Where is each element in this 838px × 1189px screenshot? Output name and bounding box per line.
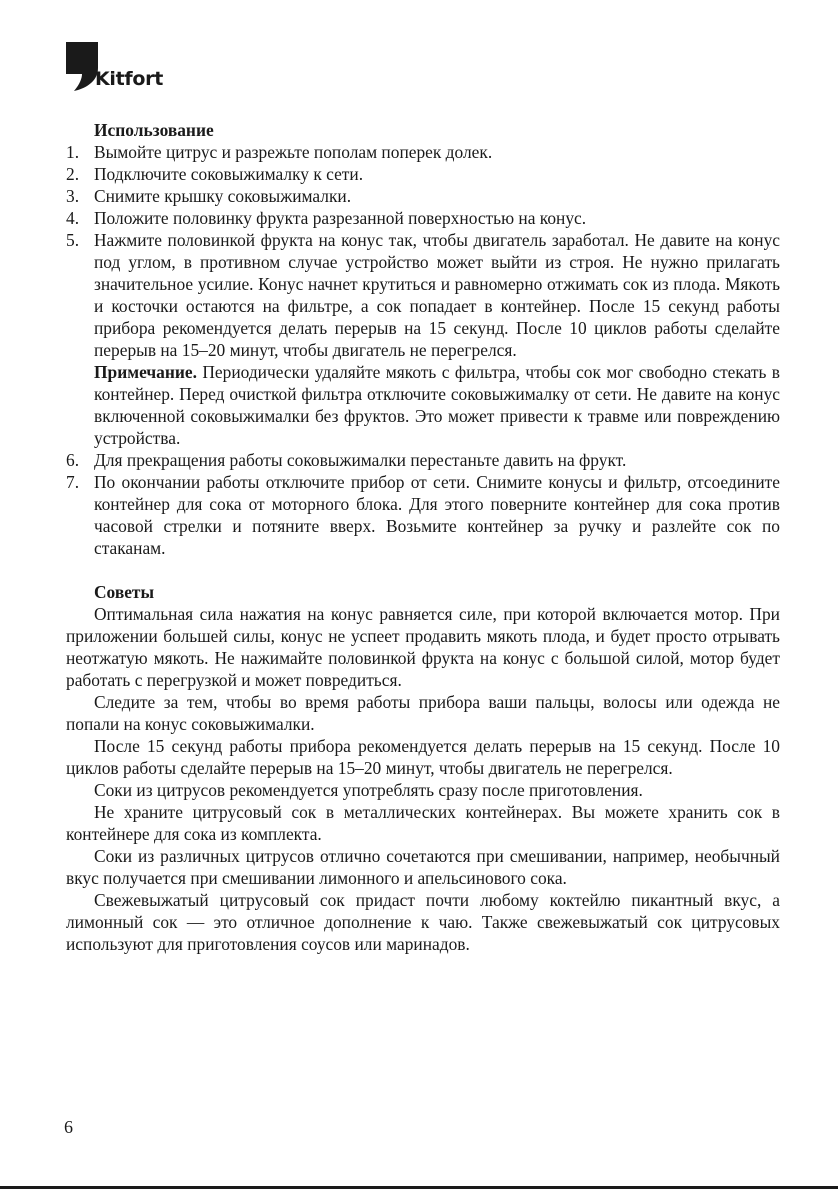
- list-item: [66, 207, 780, 229]
- usage-heading: Использование: [94, 120, 214, 140]
- tip-paragraph: Соки из цитрусов рекомендуется употреблять сразу после приготовления.: [94, 780, 643, 800]
- step-number: 6.: [66, 450, 80, 470]
- step-text: Нажмите половинкой фрукта на конус так, чтобы двигатель заработал. Не давите на конус под углом, в противном случае устройство может выйти из строя. Не нужно прилагать значительное усилие. Конус начнет крутиться и равномерно отжимать сок из плода. Мякоть и косточки остаются на фильтре, а сок попадает в контейнер. После 15 секунд работы прибора рекомендуется делать перерыв на 15 секунд. После 10 циклов работы сделайте перерыв на 15–20 минут, чтобы двигатель не перегрелся.: [94, 230, 780, 360]
- note-label: Примечание.: [94, 362, 197, 382]
- step-number: 3.: [66, 186, 80, 206]
- tip-paragraph: Оптимальная сила нажатия на конус равняется силе, при которой включается мотор. При приложении большей силы, конус не успеет продавить мякоть плода, и будет просто отрывать неотжатую мякоть. Не нажимайте половинкой фрукта на конус с большой силой, мотор будет работать с перегрузкой и может повредиться.: [66, 604, 780, 690]
- step-text: Снимите крышку соковыжималки.: [94, 186, 352, 206]
- list-item: [66, 471, 780, 559]
- brand-name: Kitfort: [95, 68, 163, 90]
- section-spacer: [66, 559, 780, 581]
- tip-paragraph: Следите за тем, чтобы во время работы прибора ваши пальцы, волосы или одежда не попали на конус соковыжималки.: [66, 692, 780, 734]
- step-text: Вымойте цитрус и разрежьте пополам поперек долек.: [94, 142, 493, 162]
- list-item: [66, 229, 780, 361]
- tip-paragraph: После 15 секунд работы прибора рекомендуется делать перерыв на 15 секунд. После 10 циклов работы сделайте перерыв на 15–20 минут, чтобы двигатель не перегрелся.: [66, 736, 780, 778]
- tip-paragraph: Соки из различных цитрусов отлично сочетаются при смешивании, например, необычный вкус получается при смешивании лимонного и апельсинового сока.: [66, 846, 780, 888]
- step-text: По окончании работы отключите прибор от сети. Снимите конусы и фильтр, отсоедините контейнер для сока от моторного блока. Для этого поверните контейнер для сока против часовой стрелки и потяните вверх. Возьмите контейнер за ручку и разлейте сок по стаканам.: [94, 472, 780, 558]
- step-text: Подключите соковыжималку к сети.: [94, 164, 364, 184]
- tip-paragraph: Свежевыжатый цитрусовый сок придаст почти любому коктейлю пикантный вкус, а лимонный сок — это отличное дополнение к чаю. Также свежевыжатый сок цитрусовых используют для приготовления соусов или маринадов.: [66, 890, 780, 954]
- page-number: 6: [64, 1117, 73, 1137]
- page-content: [66, 119, 780, 955]
- list-item: [66, 163, 780, 185]
- note-text: Периодически удаляйте мякоть с фильтра, чтобы сок мог свободно стекать в контейнер. Перед очисткой фильтра отключите соковыжималку от сети. Не давите на конус включенной соковыжималки без фруктов. Это может привести к травме или повреждению устройства.: [94, 362, 780, 448]
- list-item: [66, 449, 780, 471]
- step-number: 7.: [66, 472, 80, 492]
- step-number: 4.: [66, 208, 80, 228]
- list-item: [66, 141, 780, 163]
- list-item: [66, 185, 780, 207]
- step-number: 1.: [66, 142, 80, 162]
- step-text: Для прекращения работы соковыжималки перестаньте давить на фрукт.: [94, 450, 627, 470]
- step-number: 2.: [66, 164, 80, 184]
- note-paragraph: [66, 361, 780, 449]
- tips-heading: Советы: [94, 582, 155, 602]
- step-number: 5.: [66, 230, 80, 250]
- tip-paragraph: Не храните цитрусовый сок в металлических контейнерах. Вы можете хранить сок в контейнере для сока из комплекта.: [66, 802, 780, 844]
- step-text: Положите половинку фрукта разрезанной поверхностью на конус.: [94, 208, 587, 228]
